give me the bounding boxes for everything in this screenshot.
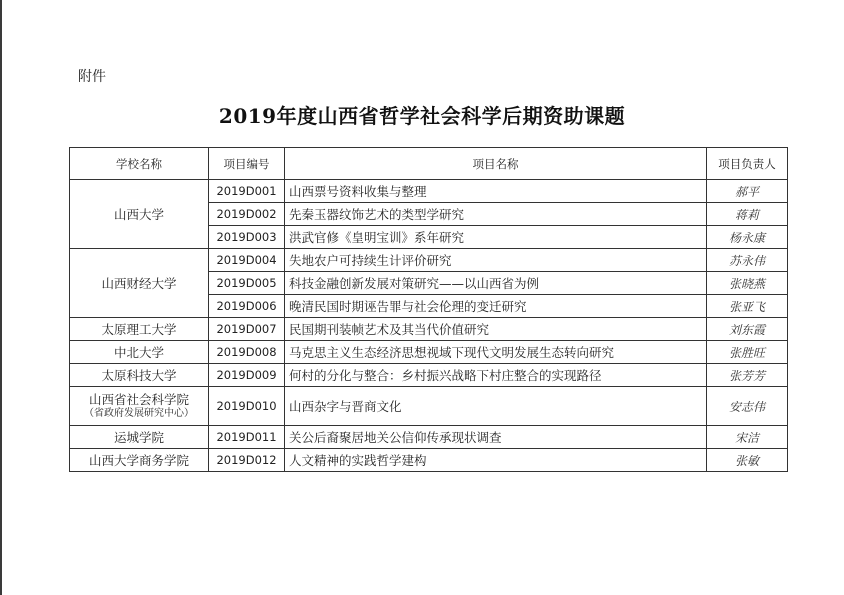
project-code: 2019D009 xyxy=(209,364,285,387)
projects-table xyxy=(69,147,788,472)
school-name: 太原理工大学 xyxy=(101,321,177,337)
document-title: 2019年度山西省哲学社会科学后期资助课题 xyxy=(218,104,626,128)
project-code: 2019D001 xyxy=(209,180,285,203)
school-cell xyxy=(70,387,209,426)
table-row xyxy=(70,180,788,203)
project-name: 山西杂字与晋商文化 xyxy=(285,387,707,426)
page-edge xyxy=(0,0,2,595)
project-name: 民国期刊装帧艺术及其当代价值研究 xyxy=(285,318,707,341)
school-cell xyxy=(70,449,209,472)
project-leader: 宋洁 xyxy=(707,426,788,449)
table-row xyxy=(70,364,788,387)
project-code: 2019D010 xyxy=(209,387,285,426)
school-name: 中北大学 xyxy=(113,344,164,360)
table-row xyxy=(70,318,788,341)
table-row xyxy=(70,387,788,426)
project-name: 山西票号资料收集与整理 xyxy=(285,180,707,203)
project-name: 关公后裔聚居地关公信仰传承现状调查 xyxy=(285,426,707,449)
project-code: 2019D004 xyxy=(209,249,285,272)
school-cell xyxy=(70,341,209,364)
table-row xyxy=(70,341,788,364)
school-subname: （省政府发展研究中心） xyxy=(84,408,194,419)
school-cell xyxy=(70,426,209,449)
school-cell xyxy=(70,180,209,249)
header-leader: 项目负责人 xyxy=(707,148,788,180)
project-code: 2019D008 xyxy=(209,341,285,364)
school-name: 山西省社会科学院 xyxy=(88,392,189,407)
project-leader: 张胜旺 xyxy=(707,341,788,364)
school-cell xyxy=(70,249,209,318)
attachment-label: 附件 xyxy=(78,69,106,85)
school-name: 太原科技大学 xyxy=(101,367,177,383)
project-name: 马克思主义生态经济思想视域下现代文明发展生态转向研究 xyxy=(285,341,707,364)
project-leader: 苏永伟 xyxy=(707,249,788,272)
project-code: 2019D011 xyxy=(209,426,285,449)
project-leader: 张敏 xyxy=(707,449,788,472)
table-row xyxy=(70,426,788,449)
project-name: 人文精神的实践哲学建构 xyxy=(285,449,707,472)
project-code: 2019D007 xyxy=(209,318,285,341)
table-header-row xyxy=(70,148,788,180)
table-row xyxy=(70,249,788,272)
project-code: 2019D006 xyxy=(209,295,285,318)
project-name: 何村的分化与整合：乡村振兴战略下村庄整合的实现路径 xyxy=(285,364,707,387)
project-leader: 蒋莉 xyxy=(707,203,788,226)
header-name: 项目名称 xyxy=(285,148,707,180)
project-leader: 张亚飞 xyxy=(707,295,788,318)
project-name: 洪武官修《皇明宝训》系年研究 xyxy=(285,226,707,249)
project-leader: 张晓燕 xyxy=(707,272,788,295)
project-leader: 刘东霞 xyxy=(707,318,788,341)
school-name: 运城学院 xyxy=(113,429,164,445)
school-cell xyxy=(70,318,209,341)
project-code: 2019D005 xyxy=(209,272,285,295)
project-name: 失地农户可持续生计评价研究 xyxy=(285,249,707,272)
project-code: 2019D002 xyxy=(209,203,285,226)
school-cell xyxy=(70,364,209,387)
table-row xyxy=(70,449,788,472)
project-name: 晚清民国时期诬告罪与社会伦理的变迁研究 xyxy=(285,295,707,318)
project-leader: 杨永康 xyxy=(707,226,788,249)
school-name: 山西大学 xyxy=(113,206,164,222)
project-name: 先秦玉器纹饰艺术的类型学研究 xyxy=(285,203,707,226)
project-leader: 张芳芳 xyxy=(707,364,788,387)
header-school: 学校名称 xyxy=(70,148,209,180)
project-leader: 郝平 xyxy=(707,180,788,203)
school-name: 山西大学商务学院 xyxy=(88,452,189,468)
project-name: 科技金融创新发展对策研究——以山西省为例 xyxy=(285,272,707,295)
project-code: 2019D003 xyxy=(209,226,285,249)
table-body xyxy=(70,180,788,472)
header-code: 项目编号 xyxy=(209,148,285,180)
school-name: 山西财经大学 xyxy=(101,275,177,291)
project-leader: 安志伟 xyxy=(707,387,788,426)
project-code: 2019D012 xyxy=(209,449,285,472)
